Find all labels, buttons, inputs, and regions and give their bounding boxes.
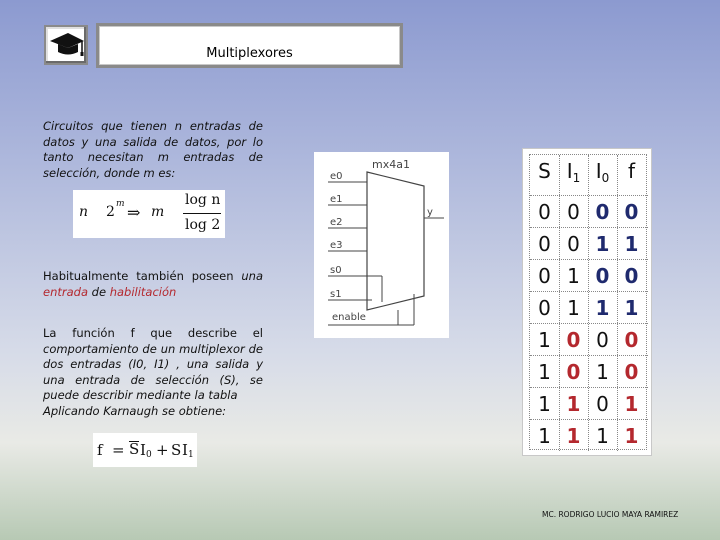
- truth-table-grid: [529, 154, 647, 450]
- formula1-m: m: [151, 204, 165, 220]
- truth-cell: 0: [538, 264, 551, 288]
- truth-cell: 0: [595, 200, 610, 224]
- formula1-exponent: m: [116, 199, 125, 209]
- truth-cell: 1: [566, 424, 581, 448]
- table-row: [530, 323, 648, 355]
- formula-karnaugh-result: [93, 433, 197, 467]
- table-row: [530, 195, 648, 227]
- formula2-i1: I: [182, 441, 188, 459]
- table-row: [530, 387, 648, 419]
- truth-cell: 0: [538, 296, 551, 320]
- truth-cell: 1: [595, 232, 610, 256]
- enable-paragraph: [43, 269, 263, 300]
- truth-cell: 1: [538, 360, 551, 384]
- truth-cell: 1: [596, 360, 609, 384]
- author-footer: MC. RODRIGO LUCIO MAYA RAMIREZ: [542, 510, 679, 519]
- mux-name: mx4a1: [372, 158, 410, 171]
- truth-cell: 1: [624, 392, 639, 416]
- mux-input-e3: e3: [330, 240, 343, 251]
- truth-cell: 0: [596, 328, 609, 352]
- enable-de: de: [91, 284, 107, 299]
- formula2-i1-sub: 1: [188, 450, 194, 460]
- truth-header-row: [530, 155, 648, 187]
- truth-cell: 0: [596, 392, 609, 416]
- page-title: Multiplexores: [206, 46, 293, 61]
- enable-red-habilitacion: habilitación: [109, 284, 177, 299]
- formula2-eq: =: [112, 441, 125, 459]
- table-row: [530, 227, 648, 259]
- graduation-cap-icon: [46, 27, 86, 63]
- formula1-implies: ⇒: [127, 203, 141, 222]
- enable-text-una: una: [241, 269, 264, 283]
- truth-cell: 0: [567, 232, 580, 256]
- title-box: [96, 23, 403, 68]
- graduation-cap-icon-box[interactable]: [44, 25, 88, 65]
- truth-cell: 0: [595, 264, 610, 288]
- truth-cell: 0: [566, 328, 581, 352]
- formula2-plus: +: [156, 441, 169, 459]
- mux-input-e2: e2: [330, 217, 343, 228]
- truth-cell: 0: [566, 360, 581, 384]
- fraction-bar: [183, 213, 221, 214]
- truth-cell: 0: [567, 200, 580, 224]
- truth-cell: 1: [538, 392, 551, 416]
- mux-input-e0: e0: [330, 171, 343, 182]
- formula2-f: f: [97, 441, 103, 459]
- truth-cell: 1: [538, 328, 551, 352]
- truth-cell: 0: [538, 200, 551, 224]
- truth-cell: 1: [566, 392, 581, 416]
- truth-cell: 1: [624, 296, 639, 320]
- truth-header-cell: $I_0$: [595, 159, 610, 185]
- enable-text: Habitualmente también poseen: [43, 269, 234, 283]
- function-paragraph: [43, 326, 263, 419]
- table-row: [530, 291, 648, 323]
- formula2-i0: I: [140, 441, 146, 459]
- truth-cell: 1: [596, 424, 609, 448]
- mux-body: [367, 172, 424, 310]
- table-row: [530, 355, 648, 387]
- formula1-denominator: log 2: [185, 217, 221, 233]
- truth-header-cell: S: [538, 159, 551, 183]
- truth-cell: 0: [624, 264, 639, 288]
- truth-cell: 1: [595, 296, 610, 320]
- intro-paragraph: Circuitos que tienen n entradas de datos y una salida de datos, por lo tanto necesitan m entradas de selección, donde m es:: [43, 119, 263, 180]
- truth-cell: 1: [624, 424, 639, 448]
- truth-cell: 1: [624, 232, 639, 256]
- formula1-numerator: log n: [185, 192, 221, 208]
- truth-header-cell: $I_1$: [566, 159, 581, 185]
- formula1-n: n: [79, 204, 89, 220]
- function-lead: La función f que describe el: [43, 326, 263, 340]
- truth-header-cell: f: [627, 159, 636, 183]
- formula-select-lines: [73, 190, 225, 238]
- table-row: [530, 259, 648, 291]
- truth-cell: 0: [624, 200, 639, 224]
- mux-input-e1: e1: [330, 194, 343, 205]
- mux-svg: [314, 152, 449, 338]
- table-row: [530, 419, 648, 451]
- formula2-s: S: [171, 441, 182, 459]
- karnaugh-line: Aplicando Karnaugh se obtiene:: [43, 403, 227, 418]
- enable-red-entrada: entrada: [43, 284, 88, 299]
- truth-cell: 0: [624, 328, 639, 352]
- truth-cell: 0: [624, 360, 639, 384]
- truth-cell: 1: [567, 264, 580, 288]
- function-rest: comportamiento de un multiplexor de dos entradas (I0, I1) , una salida y una entrada de selección (S), se puede describir mediante la tabla: [43, 341, 263, 402]
- truth-table: [522, 148, 652, 456]
- truth-cell: 1: [538, 424, 551, 448]
- mux-enable: enable: [332, 312, 366, 323]
- truth-cell: 1: [567, 296, 580, 320]
- mux-output-y: y: [427, 207, 433, 218]
- mux-select-s1: s1: [330, 289, 342, 300]
- truth-cell: 0: [538, 232, 551, 256]
- formula2-i0-sub: 0: [146, 450, 152, 460]
- mux-select-s0: s0: [330, 265, 342, 276]
- formula1-two: 2: [106, 204, 115, 220]
- formula2-s-bar: S: [129, 440, 140, 458]
- mux-diagram: [314, 152, 449, 338]
